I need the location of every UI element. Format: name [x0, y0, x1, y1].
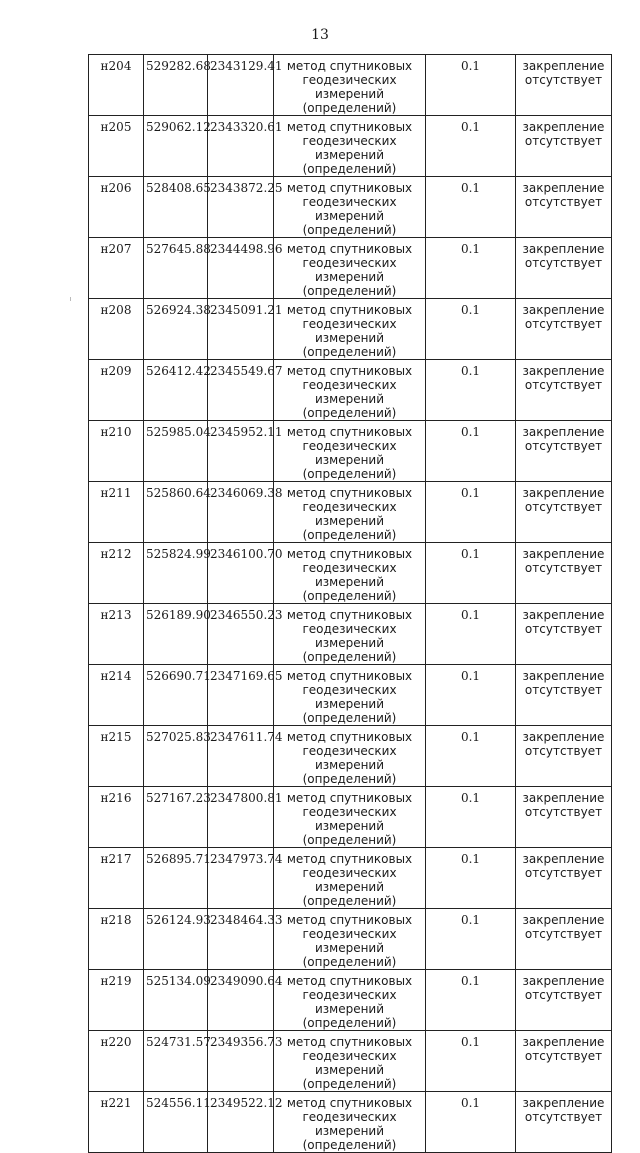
- method-cell: метод спутниковых геодезических измерений (определений): [274, 482, 426, 543]
- table-row: [89, 1031, 612, 1092]
- fixation-cell: закрепление отсутствует: [516, 55, 612, 116]
- x-coordinate-cell: 526189.90: [144, 604, 208, 665]
- method-cell: метод спутниковых геодезических измерений (определений): [274, 909, 426, 970]
- table-row: [89, 299, 612, 360]
- method-cell: метод спутниковых геодезических измерений (определений): [274, 1031, 426, 1092]
- method-cell: метод спутниковых геодезических измерений (определений): [274, 970, 426, 1031]
- method-cell: метод спутниковых геодезических измерений (определений): [274, 238, 426, 299]
- y-coordinate-cell: 2346069.38: [208, 482, 274, 543]
- x-coordinate-cell: 529282.68: [144, 55, 208, 116]
- page-number: 13: [311, 27, 329, 43]
- method-cell: метод спутниковых геодезических измерений (определений): [274, 1092, 426, 1153]
- fixation-cell: закрепление отсутствует: [516, 299, 612, 360]
- y-coordinate-cell: 2343872.25: [208, 177, 274, 238]
- table-row: [89, 1092, 612, 1153]
- y-coordinate-cell: 2347973.74: [208, 848, 274, 909]
- fixation-cell: закрепление отсутствует: [516, 238, 612, 299]
- x-coordinate-cell: 526924.38: [144, 299, 208, 360]
- method-cell: метод спутниковых геодезических измерений (определений): [274, 55, 426, 116]
- x-coordinate-cell: 527167.23: [144, 787, 208, 848]
- accuracy-cell: 0.1: [426, 665, 516, 726]
- fixation-cell: закрепление отсутствует: [516, 848, 612, 909]
- point-cell: н206: [89, 177, 144, 238]
- accuracy-cell: 0.1: [426, 543, 516, 604]
- table-row: [89, 665, 612, 726]
- method-cell: метод спутниковых геодезических измерений (определений): [274, 116, 426, 177]
- method-cell: метод спутниковых геодезических измерений (определений): [274, 421, 426, 482]
- x-coordinate-cell: 525860.64: [144, 482, 208, 543]
- y-coordinate-cell: 2345091.21: [208, 299, 274, 360]
- accuracy-cell: 0.1: [426, 1092, 516, 1153]
- x-coordinate-cell: 524556.11: [144, 1092, 208, 1153]
- accuracy-cell: 0.1: [426, 299, 516, 360]
- accuracy-cell: 0.1: [426, 238, 516, 299]
- accuracy-cell: 0.1: [426, 421, 516, 482]
- point-cell: н219: [89, 970, 144, 1031]
- method-cell: метод спутниковых геодезических измерений (определений): [274, 299, 426, 360]
- y-coordinate-cell: 2346550.23: [208, 604, 274, 665]
- point-cell: н218: [89, 909, 144, 970]
- point-cell: н215: [89, 726, 144, 787]
- y-coordinate-cell: 2349522.12: [208, 1092, 274, 1153]
- accuracy-cell: 0.1: [426, 970, 516, 1031]
- point-cell: н213: [89, 604, 144, 665]
- x-coordinate-cell: 525824.99: [144, 543, 208, 604]
- accuracy-cell: 0.1: [426, 177, 516, 238]
- method-cell: метод спутниковых геодезических измерений (определений): [274, 177, 426, 238]
- accuracy-cell: 0.1: [426, 726, 516, 787]
- table-row: [89, 116, 612, 177]
- x-coordinate-cell: 525134.09: [144, 970, 208, 1031]
- fixation-cell: закрепление отсутствует: [516, 1031, 612, 1092]
- accuracy-cell: 0.1: [426, 360, 516, 421]
- table-row: [89, 726, 612, 787]
- method-cell: метод спутниковых геодезических измерений (определений): [274, 360, 426, 421]
- point-cell: н220: [89, 1031, 144, 1092]
- fixation-cell: закрепление отсутствует: [516, 970, 612, 1031]
- fixation-cell: закрепление отсутствует: [516, 482, 612, 543]
- table-row: [89, 787, 612, 848]
- fixation-cell: закрепление отсутствует: [516, 1092, 612, 1153]
- table-row: [89, 909, 612, 970]
- table-row: [89, 360, 612, 421]
- coordinates-table-body: [89, 55, 612, 1153]
- scan-mark: [70, 297, 71, 301]
- fixation-cell: закрепление отсутствует: [516, 177, 612, 238]
- fixation-cell: закрепление отсутствует: [516, 604, 612, 665]
- y-coordinate-cell: 2343320.61: [208, 116, 274, 177]
- x-coordinate-cell: 527645.88: [144, 238, 208, 299]
- fixation-cell: закрепление отсутствует: [516, 909, 612, 970]
- point-cell: н221: [89, 1092, 144, 1153]
- point-cell: н211: [89, 482, 144, 543]
- accuracy-cell: 0.1: [426, 116, 516, 177]
- y-coordinate-cell: 2345952.11: [208, 421, 274, 482]
- point-cell: н212: [89, 543, 144, 604]
- y-coordinate-cell: 2346100.70: [208, 543, 274, 604]
- fixation-cell: закрепление отсутствует: [516, 665, 612, 726]
- point-cell: н207: [89, 238, 144, 299]
- method-cell: метод спутниковых геодезических измерений (определений): [274, 665, 426, 726]
- y-coordinate-cell: 2344498.96: [208, 238, 274, 299]
- method-cell: метод спутниковых геодезических измерений (определений): [274, 604, 426, 665]
- accuracy-cell: 0.1: [426, 482, 516, 543]
- table-row: [89, 848, 612, 909]
- table-row: [89, 604, 612, 665]
- method-cell: метод спутниковых геодезических измерений (определений): [274, 543, 426, 604]
- point-cell: н208: [89, 299, 144, 360]
- x-coordinate-cell: 526412.42: [144, 360, 208, 421]
- point-cell: н209: [89, 360, 144, 421]
- point-cell: н210: [89, 421, 144, 482]
- point-cell: н205: [89, 116, 144, 177]
- point-cell: н217: [89, 848, 144, 909]
- y-coordinate-cell: 2349090.64: [208, 970, 274, 1031]
- fixation-cell: закрепление отсутствует: [516, 116, 612, 177]
- accuracy-cell: 0.1: [426, 604, 516, 665]
- table-row: [89, 238, 612, 299]
- y-coordinate-cell: 2347611.74: [208, 726, 274, 787]
- accuracy-cell: 0.1: [426, 787, 516, 848]
- accuracy-cell: 0.1: [426, 55, 516, 116]
- y-coordinate-cell: 2348464.33: [208, 909, 274, 970]
- method-cell: метод спутниковых геодезических измерений (определений): [274, 726, 426, 787]
- x-coordinate-cell: 528408.65: [144, 177, 208, 238]
- accuracy-cell: 0.1: [426, 909, 516, 970]
- y-coordinate-cell: 2347169.65: [208, 665, 274, 726]
- y-coordinate-cell: 2347800.81: [208, 787, 274, 848]
- fixation-cell: закрепление отсутствует: [516, 421, 612, 482]
- coordinates-table: [88, 54, 612, 1153]
- x-coordinate-cell: 529062.12: [144, 116, 208, 177]
- fixation-cell: закрепление отсутствует: [516, 726, 612, 787]
- x-coordinate-cell: 526895.71: [144, 848, 208, 909]
- method-cell: метод спутниковых геодезических измерений (определений): [274, 787, 426, 848]
- x-coordinate-cell: 526124.93: [144, 909, 208, 970]
- point-cell: н216: [89, 787, 144, 848]
- x-coordinate-cell: 524731.57: [144, 1031, 208, 1092]
- point-cell: н214: [89, 665, 144, 726]
- accuracy-cell: 0.1: [426, 848, 516, 909]
- table-row: [89, 177, 612, 238]
- point-cell: н204: [89, 55, 144, 116]
- y-coordinate-cell: 2349356.73: [208, 1031, 274, 1092]
- table-row: [89, 482, 612, 543]
- x-coordinate-cell: 526690.71: [144, 665, 208, 726]
- table-row: [89, 543, 612, 604]
- x-coordinate-cell: 527025.83: [144, 726, 208, 787]
- table-row: [89, 421, 612, 482]
- table-row: [89, 55, 612, 116]
- fixation-cell: закрепление отсутствует: [516, 543, 612, 604]
- method-cell: метод спутниковых геодезических измерений (определений): [274, 848, 426, 909]
- fixation-cell: закрепление отсутствует: [516, 787, 612, 848]
- y-coordinate-cell: 2343129.41: [208, 55, 274, 116]
- fixation-cell: закрепление отсутствует: [516, 360, 612, 421]
- x-coordinate-cell: 525985.04: [144, 421, 208, 482]
- table-row: [89, 970, 612, 1031]
- y-coordinate-cell: 2345549.67: [208, 360, 274, 421]
- accuracy-cell: 0.1: [426, 1031, 516, 1092]
